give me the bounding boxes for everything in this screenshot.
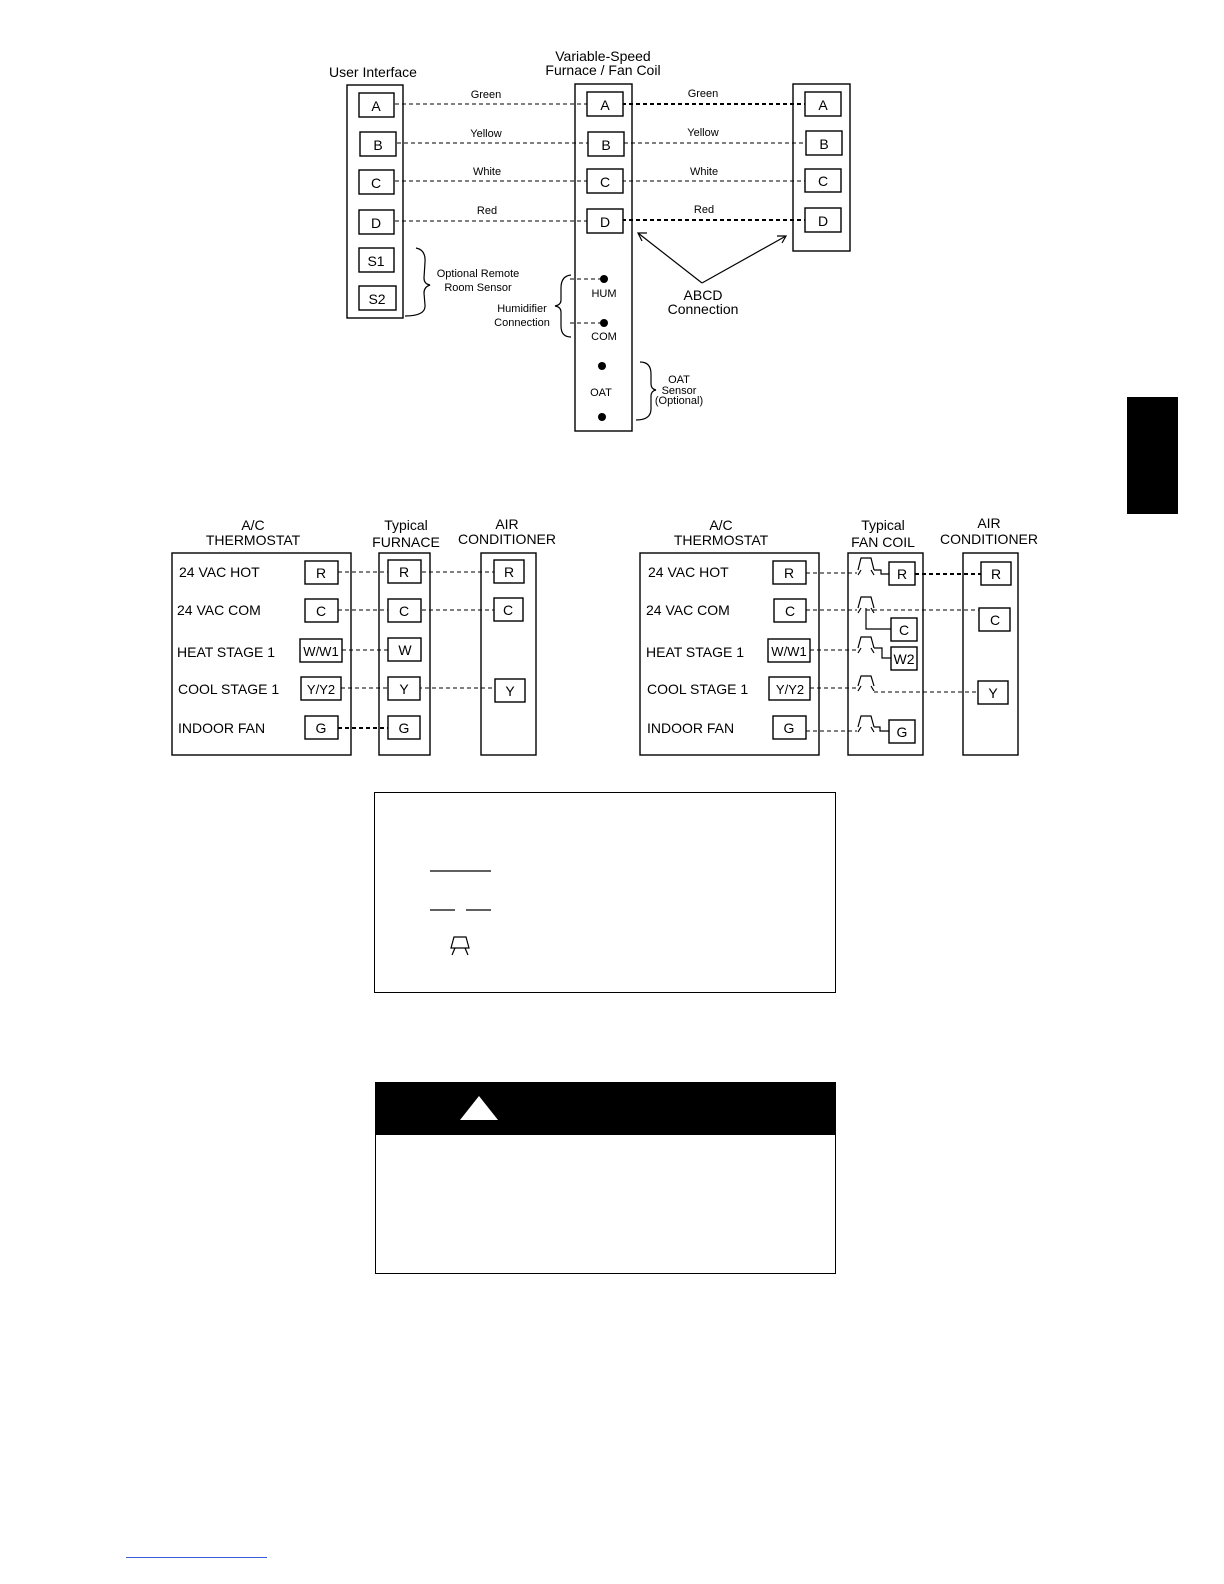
right-tstat-terminal-c-label: C [784,603,796,619]
right-tstat-terminal-g-label: G [783,720,795,736]
left-ac-terminal-c-label: C [502,602,514,618]
right-row-label-1: 24 VAC HOT [648,564,729,580]
left-row-label-5: INDOOR FAN [178,720,266,736]
humidifier-brace [555,275,571,337]
user-interface-title: User Interface [329,64,417,80]
outdoor-terminal-c-label: C [817,173,829,189]
remote-sensor-label-2: Room Sensor [444,282,512,294]
right-fancoil-terminal-w2-label: W2 [893,651,915,667]
warning-triangle-icon [460,1096,498,1120]
left-thermostat-title-2: THERMOSTAT [205,532,301,548]
furnace-terminal-a-label: A [600,97,610,113]
oat-sensor-label-1: OAT [668,374,690,386]
com-terminal [600,319,608,327]
furnace-terminal-c-label: C [599,174,611,190]
left-row-label-1: 24 VAC HOT [179,564,260,580]
outdoor-terminal-d-label: D [817,213,829,229]
left-tstat-terminal-y-label: Y/Y2 [306,682,336,697]
left-diagram [172,516,556,755]
wire-label-red-right: Red [693,204,715,216]
remote-sensor-brace [405,248,430,316]
wire-label-yellow-right: Yellow [687,127,719,139]
right-row-label-5: INDOOR FAN [647,720,735,736]
abcd-label-2: Connection [667,301,739,317]
left-furnace-terminal-c-label: C [398,603,410,619]
left-furnace-title-1: Typical [384,517,428,533]
wire-label-green-left: Green [470,89,502,101]
ui-terminal-a-label: A [371,98,381,114]
wire-label-white-left: White [472,166,502,178]
right-tstat-terminal-y-label: Y/Y2 [775,682,805,697]
left-ac-title-1: AIR [495,516,519,532]
left-thermostat-title-1: A/C [241,517,265,533]
right-ac-terminal-y-label: Y [988,685,998,701]
right-row-label-3: HEAT STAGE 1 [646,644,745,660]
hum-terminal [600,275,608,283]
right-row-label-2: 24 VAC COM [646,602,730,618]
right-thermostat-title-1: A/C [709,517,733,533]
left-furnace-terminal-r-label: R [398,564,410,580]
left-furnace-terminal-g-label: G [398,720,410,736]
legend-connector-icon [451,937,469,955]
right-thermostat-title-2: THERMOSTAT [673,532,769,548]
left-tstat-terminal-c-label: C [315,603,327,619]
abcd-arrow-left [638,233,702,283]
oat-terminal-bottom [598,413,606,421]
left-furnace-title-2: FURNACE [372,534,440,550]
remote-sensor-label-1: Optional Remote [436,268,520,280]
left-tstat-terminal-g-label: G [315,720,327,736]
ui-terminal-c-label: C [370,175,382,191]
right-fancoil-title-2: FAN COIL [851,534,915,550]
left-row-label-4: COOL STAGE 1 [178,681,280,697]
right-fancoil-title-1: Typical [861,517,905,533]
ui-terminal-s2-label: S2 [368,291,386,307]
humidifier-label-2: Connection [494,317,550,329]
outdoor-terminal-a-label: A [818,97,828,113]
furnace-title-2: Furnace / Fan Coil [545,62,661,78]
left-tstat-terminal-r-label: R [315,565,327,581]
left-ac-terminal-r-label: R [503,564,515,580]
humidifier-label-1: Humidifier [497,303,547,315]
right-ac-terminal-r-label: R [990,566,1002,582]
right-tstat-terminal-r-label: R [783,565,795,581]
left-ac-terminal-y-label: Y [505,683,515,699]
wire-label-red-left: Red [476,205,498,217]
wire-label-yellow-left: Yellow [470,128,502,140]
furnace-title-1: Variable-Speed [555,48,651,64]
right-fancoil-terminal-c-label: C [898,622,910,638]
left-furnace-terminal-w-label: W [398,642,412,658]
ui-terminal-s1-label: S1 [367,253,385,269]
ui-terminal-d-label: D [370,215,382,231]
oat-label: OAT [590,387,612,399]
furnace-terminal-d-label: D [599,214,611,230]
com-label: COM [591,331,617,343]
oat-sensor-brace [636,362,656,420]
top-diagram [329,48,850,431]
oat-sensor-label-3: (Optional) [654,395,704,407]
right-fancoil-terminal-r-label: R [896,566,908,582]
left-furnace-terminal-y-label: Y [399,681,409,697]
oat-terminal-top [598,362,606,370]
outdoor-terminal-b-label: B [819,136,829,152]
right-fancoil-terminal-g-label: G [896,724,908,740]
wire-label-green-right: Green [687,88,719,100]
wire-label-white-right: White [689,166,719,178]
ui-terminal-b-label: B [373,137,383,153]
right-row-label-4: COOL STAGE 1 [647,681,749,697]
furnace-terminal-b-label: B [601,137,611,153]
hum-label: HUM [591,288,617,300]
abcd-label-1: ABCD [683,287,723,303]
abcd-arrow-right [702,236,786,283]
left-row-label-2: 24 VAC COM [177,602,261,618]
right-ac-terminal-c-label: C [989,612,1001,628]
left-tstat-terminal-w-label: W/W1 [303,644,339,659]
right-ac-title-2: CONDITIONER [940,531,1038,547]
legend [430,871,491,955]
right-ac-title-1: AIR [977,515,1001,531]
right-tstat-terminal-w-label: W/W1 [771,644,807,659]
user-interface-box [347,85,403,318]
left-ac-title-2: CONDITIONER [458,531,556,547]
oat-sensor-label-2: Sensor [661,385,697,397]
left-row-label-3: HEAT STAGE 1 [177,644,276,660]
right-diagram [640,515,1038,755]
